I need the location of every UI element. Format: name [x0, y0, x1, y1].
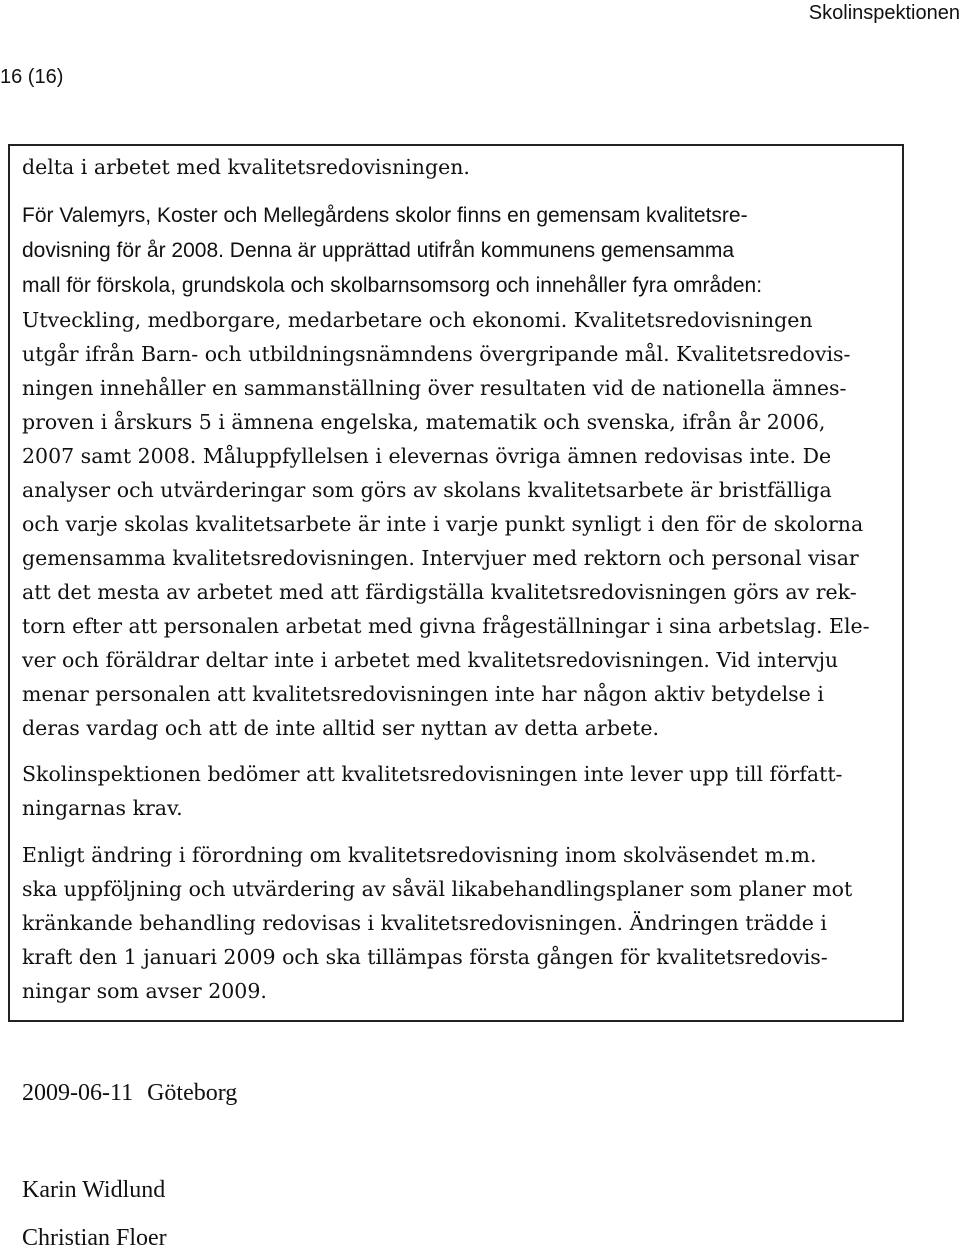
text-line: gemensamma kvalitetsredovisningen. Intervjuer med rektorn och personal visar — [22, 546, 859, 570]
text-line: ver och föräldrar deltar inte i arbetet med kvalitetsredovisningen. Vid intervju — [22, 648, 839, 672]
text-line: dovisning för år 2008. Denna är upprättad utifrån kommunens gemensamma — [22, 239, 735, 262]
text-line: analyser och utvärderingar som görs av skolans kvalitetsarbete är bristfälliga — [22, 478, 832, 502]
text-line: proven i årskurs 5 i ämnena engelska, matematik och svenska, ifrån år 2006, — [22, 410, 826, 434]
text-line: ningarnas krav. — [22, 796, 183, 820]
footer-date-place — [22, 1078, 237, 1108]
text-line: menar personalen att kvalitetsredovisningen inte har någon aktiv betydelse i — [22, 682, 824, 706]
paragraph-3 — [22, 757, 892, 825]
header-organization: Skolinspektionen — [808, 2, 960, 24]
text-line: För Valemyrs, Koster och Mellegårdens skolor finns en gemensam kvalitetsre- — [22, 204, 748, 227]
text-line: 2007 samt 2008. Måluppfyllelsen i elevernas övriga ämnen redovisas inte. De — [22, 444, 832, 468]
text-line: ningen innehåller en sammanställning över resultaten vid de nationella ämnes- — [22, 376, 847, 400]
assessment-text — [22, 150, 892, 1008]
page-number: 16 (16) — [0, 66, 64, 88]
text-line: mall för förskola, grundskola och skolbarnsomsorg och innehåller fyra områden: — [22, 274, 763, 297]
assessment-box — [8, 144, 904, 1022]
text-line: ningar som avser 2009. — [22, 979, 267, 1003]
text-line: Utveckling, medborgare, medarbetare och ekonomi. Kvalitetsredovisningen — [22, 308, 813, 332]
text-line: utgår ifrån Barn- och utbildningsnämndens övergripande mål. Kvalitetsredovis- — [22, 342, 851, 366]
text-line: ska uppföljning och utvärdering av såväl likabehandlingsplaner som planer mot — [22, 877, 853, 901]
text-line: delta i arbetet med kvalitetsredovisningen. — [22, 155, 470, 179]
text-line: kränkande behandling redovisas i kvalitetsredovisningen. Ändringen trädde i — [22, 911, 827, 935]
text-line: torn efter att personalen arbetat med givna frågeställningar i sina arbetslag. Ele- — [22, 614, 870, 638]
text-line: deras vardag och att de inte alltid ser nyttan av detta arbete. — [22, 716, 659, 740]
text-line: kraft den 1 januari 2009 och ska tillämpas första gången för kvalitetsredovis- — [22, 945, 828, 969]
footer-place: Göteborg — [147, 1080, 238, 1106]
text-line: Skolinspektionen bedömer att kvalitetsredovisningen inte lever upp till författ- — [22, 762, 843, 786]
footer-date: 2009-06-11 — [22, 1080, 134, 1106]
signatory-1: Karin Widlund — [22, 1177, 166, 1203]
signatory-2: Christian Floer — [22, 1225, 167, 1251]
text-line: och varje skolas kvalitetsarbete är inte i varje punkt synligt i den för de skolorna — [22, 512, 864, 536]
paragraph-1 — [22, 150, 892, 184]
text-line: att det mesta av arbetet med att färdigställa kvalitetsredovisningen görs av rek- — [22, 580, 857, 604]
paragraph-2 — [22, 198, 892, 745]
paragraph-4 — [22, 838, 892, 1008]
text-line: Enligt ändring i förordning om kvalitetsredovisning inom skolväsendet m.m. — [22, 843, 817, 867]
